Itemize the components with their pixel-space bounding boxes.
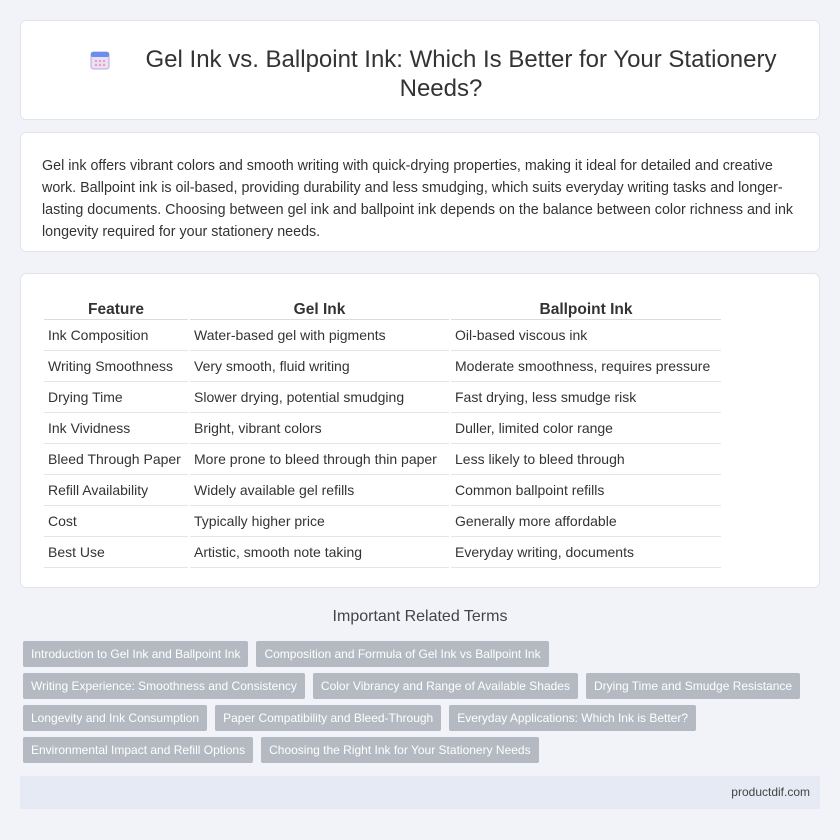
related-term-tag[interactable]: Drying Time and Smudge Resistance — [586, 673, 800, 699]
table-cell: Water-based gel with pigments — [190, 320, 449, 351]
related-term-tag[interactable]: Choosing the Right Ink for Your Stationery Needs — [261, 737, 539, 763]
related-term-tag[interactable]: Paper Compatibility and Bleed-Through — [215, 705, 441, 731]
related-term-tag[interactable]: Everyday Applications: Which Ink is Better? — [449, 705, 696, 731]
footer-site-link[interactable]: productdif.com — [731, 785, 810, 799]
page-title: Gel Ink vs. Ballpoint Ink: Which Is Better for Your Stationery Needs? — [145, 46, 777, 102]
related-term-tag[interactable]: Environmental Impact and Refill Options — [23, 737, 253, 763]
header-ballpoint-ink: Ballpoint Ink — [451, 296, 721, 320]
table-row — [44, 537, 721, 568]
table-cell: Bright, vibrant colors — [190, 413, 449, 444]
related-term-tag[interactable]: Introduction to Gel Ink and Ballpoint Ink — [23, 641, 248, 667]
table-cell: Oil-based viscous ink — [451, 320, 721, 351]
table-row — [44, 506, 721, 537]
related-terms-list — [23, 641, 803, 763]
table-cell: Less likely to bleed through — [451, 444, 721, 475]
table-cell: Generally more affordable — [451, 506, 721, 537]
table-cell: Ink Composition — [44, 320, 188, 351]
table-cell: Drying Time — [44, 382, 188, 413]
comparison-card — [20, 273, 820, 588]
table-cell: Artistic, smooth note taking — [190, 537, 449, 568]
related-term-tag[interactable]: Composition and Formula of Gel Ink vs Ballpoint Ink — [256, 641, 548, 667]
table-cell: Typically higher price — [190, 506, 449, 537]
header-feature: Feature — [44, 296, 188, 320]
related-terms-heading: Important Related Terms — [332, 608, 508, 625]
table-row — [44, 444, 721, 475]
table-cell: Common ballpoint refills — [451, 475, 721, 506]
table-cell: Ink Vividness — [44, 413, 188, 444]
table-cell: Fast drying, less smudge risk — [451, 382, 721, 413]
table-cell: Moderate smoothness, requires pressure — [451, 351, 721, 382]
table-cell: Writing Smoothness — [44, 351, 188, 382]
table-cell: Best Use — [44, 537, 188, 568]
table-row — [44, 475, 721, 506]
table-cell: Bleed Through Paper — [44, 444, 188, 475]
table-cell: Widely available gel refills — [190, 475, 449, 506]
table-row — [44, 320, 721, 351]
intro-paragraph: Gel ink offers vibrant colors and smooth writing with quick-drying properties, making it ideal for detailed and creative work. Ballpoint ink is oil-based, providing durability and less smudging, which suits everyday writing tasks and longer-lasting documents. Choosing between gel ink and ballpoint ink depends on the balance between color richness and ink longevity required for your stationery needs. — [42, 158, 794, 240]
footer-bar — [20, 776, 820, 809]
related-term-tag[interactable]: Color Vibrancy and Range of Available Shades — [313, 673, 578, 699]
comparison-table — [42, 296, 723, 568]
table-cell: Everyday writing, documents — [451, 537, 721, 568]
table-row — [44, 351, 721, 382]
table-cell: More prone to bleed through thin paper — [190, 444, 449, 475]
table-cell: Cost — [44, 506, 188, 537]
table-cell: Slower drying, potential smudging — [190, 382, 449, 413]
table-cell: Refill Availability — [44, 475, 188, 506]
table-cell: Very smooth, fluid writing — [190, 351, 449, 382]
header-gel-ink: Gel Ink — [190, 296, 449, 320]
table-row — [44, 413, 721, 444]
table-header-row — [44, 296, 721, 320]
table-row — [44, 382, 721, 413]
intro-card — [20, 132, 820, 252]
related-term-tag[interactable]: Writing Experience: Smoothness and Consistency — [23, 673, 305, 699]
table-cell: Duller, limited color range — [451, 413, 721, 444]
related-term-tag[interactable]: Longevity and Ink Consumption — [23, 705, 207, 731]
title-card — [20, 20, 820, 120]
